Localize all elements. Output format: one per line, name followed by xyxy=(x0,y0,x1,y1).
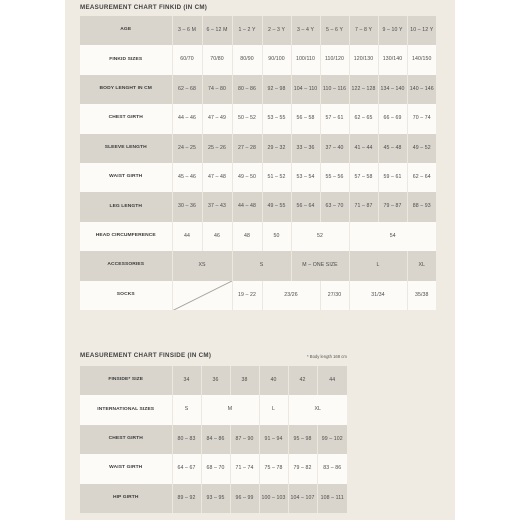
finkid-cell: 104 – 110 xyxy=(291,75,320,104)
finside-cell: 44 xyxy=(317,366,347,395)
finkid-cell: 23/26 xyxy=(262,281,320,310)
finkid-row xyxy=(80,16,436,45)
finside-cell: M xyxy=(201,395,259,424)
finside-cell: 34 xyxy=(172,366,201,395)
finside-cell: 108 – 111 xyxy=(317,484,347,513)
finkid-cell: 54 xyxy=(349,222,436,251)
finkid-cell: 52 xyxy=(291,222,349,251)
finside-cell: 64 – 67 xyxy=(172,454,201,483)
finkid-cell: 63 – 70 xyxy=(320,192,349,221)
finkid-cell: 30 – 36 xyxy=(172,192,202,221)
finside-row-label: FINSIDE* SIZE xyxy=(80,366,172,395)
finkid-row-label: CHEST GIRTH xyxy=(80,104,172,133)
finside-cell: L xyxy=(259,395,288,424)
finkid-cell: 57 – 61 xyxy=(320,104,349,133)
finkid-cell: 134 – 140 xyxy=(378,75,407,104)
finkid-row xyxy=(80,281,436,310)
finkid-cell: 122 – 128 xyxy=(349,75,378,104)
finside-row-label: HIP GIRTH xyxy=(80,484,172,513)
finside-cell: 95 – 98 xyxy=(288,425,317,454)
finside-row xyxy=(80,366,347,395)
finkid-cell: 19 – 22 xyxy=(232,281,262,310)
finside-cell: XL xyxy=(288,395,347,424)
finkid-cell: 45 – 46 xyxy=(172,163,202,192)
finkid-cell: 56 – 64 xyxy=(291,192,320,221)
finside-cell: 104 – 107 xyxy=(288,484,317,513)
finkid-cell: 10 – 12 Y xyxy=(407,16,436,45)
finkid-cell: 71 – 87 xyxy=(349,192,378,221)
finkid-cell: 45 – 48 xyxy=(378,134,407,163)
finkid-cell: 49 – 50 xyxy=(232,163,262,192)
finkid-cell: 46 xyxy=(202,222,232,251)
finkid-row-label: LEG LENGTH xyxy=(80,192,172,221)
finside-cell: S xyxy=(172,395,201,424)
finkid-cell: 120/130 xyxy=(349,45,378,74)
finside-chart-title: MEASUREMENT CHART FINSIDE (IN CM) xyxy=(80,352,212,359)
finkid-row xyxy=(80,45,436,74)
finside-cell: 80 – 83 xyxy=(172,425,201,454)
finkid-cell: L xyxy=(349,251,407,280)
finkid-cell: 62 – 64 xyxy=(407,163,436,192)
finside-row-label: WAIST GIRTH xyxy=(80,454,172,483)
finkid-measurement-table xyxy=(80,16,436,310)
finside-body-length-note: * Body length 168 cm xyxy=(307,354,347,359)
finkid-row-label: HEAD CIRCUMFERENCE xyxy=(80,222,172,251)
finkid-cell: 100/110 xyxy=(291,45,320,74)
finkid-cell: 57 – 58 xyxy=(349,163,378,192)
finkid-cell: 110 – 116 xyxy=(320,75,349,104)
finside-cell: 84 – 86 xyxy=(201,425,230,454)
finside-cell: 71 – 74 xyxy=(230,454,259,483)
finkid-row-label: SOCKS xyxy=(80,281,172,310)
finkid-row xyxy=(80,75,436,104)
finkid-cell: 62 – 65 xyxy=(349,104,378,133)
finside-cell: 40 xyxy=(259,366,288,395)
finkid-cell: 31/34 xyxy=(349,281,407,310)
finside-cell: 68 – 70 xyxy=(201,454,230,483)
finside-row xyxy=(80,425,347,454)
finkid-cell: 47 – 49 xyxy=(202,104,232,133)
finkid-cell: S xyxy=(232,251,291,280)
diagonal-strike-icon xyxy=(173,281,232,310)
finside-row xyxy=(80,454,347,483)
finkid-cell: 25 – 26 xyxy=(202,134,232,163)
finkid-cell: 110/120 xyxy=(320,45,349,74)
finkid-cell: 62 – 68 xyxy=(172,75,202,104)
finkid-cell: 44 xyxy=(172,222,202,251)
finside-cell: 36 xyxy=(201,366,230,395)
finkid-row-label: AGE xyxy=(80,16,172,45)
finkid-cell: 59 – 61 xyxy=(378,163,407,192)
finkid-cell: 24 – 25 xyxy=(172,134,202,163)
finkid-empty-cell xyxy=(172,281,232,310)
finkid-row xyxy=(80,163,436,192)
finkid-chart-title: MEASUREMENT CHART FINKID (IN CM) xyxy=(80,4,208,11)
finside-cell: 93 – 95 xyxy=(201,484,230,513)
finkid-row xyxy=(80,134,436,163)
finkid-cell: 27 – 28 xyxy=(232,134,262,163)
finkid-cell: 90/100 xyxy=(262,45,291,74)
finkid-cell: 79 – 87 xyxy=(378,192,407,221)
size-chart-page xyxy=(65,0,455,520)
finkid-cell: 49 – 55 xyxy=(262,192,291,221)
finkid-cell: 74 – 80 xyxy=(202,75,232,104)
finkid-cell: M – ONE SIZE xyxy=(291,251,349,280)
finkid-cell: 60/70 xyxy=(172,45,202,74)
finside-row-label: CHEST GIRTH xyxy=(80,425,172,454)
finkid-cell: 27/30 xyxy=(320,281,349,310)
finkid-row xyxy=(80,251,436,280)
finkid-cell: 70 – 74 xyxy=(407,104,436,133)
finkid-cell: 80 – 86 xyxy=(232,75,262,104)
finkid-cell: 29 – 32 xyxy=(262,134,291,163)
finside-cell: 75 – 78 xyxy=(259,454,288,483)
finkid-cell: 44 – 46 xyxy=(172,104,202,133)
finkid-row-label: WAIST GIRTH xyxy=(80,163,172,192)
finside-cell: 96 – 99 xyxy=(230,484,259,513)
finside-measurement-table xyxy=(80,366,347,513)
finkid-cell: 41 – 44 xyxy=(349,134,378,163)
finkid-cell: 37 – 40 xyxy=(320,134,349,163)
finkid-row-label: BODY LENGHT IN CM xyxy=(80,75,172,104)
finkid-cell: XL xyxy=(407,251,436,280)
finside-cell: 42 xyxy=(288,366,317,395)
finkid-cell: 1 – 2 Y xyxy=(232,16,262,45)
finkid-cell: 49 – 52 xyxy=(407,134,436,163)
finside-cell: 91 – 94 xyxy=(259,425,288,454)
finkid-row-label: ACCESSORIES xyxy=(80,251,172,280)
finkid-cell: 50 xyxy=(262,222,291,251)
finside-row xyxy=(80,395,347,424)
finkid-cell: 51 – 52 xyxy=(262,163,291,192)
finkid-cell: 47 – 48 xyxy=(202,163,232,192)
finkid-cell: 70/80 xyxy=(202,45,232,74)
finside-cell: 38 xyxy=(230,366,259,395)
finside-cell: 89 – 92 xyxy=(172,484,201,513)
finside-row xyxy=(80,484,347,513)
finkid-cell: 33 – 36 xyxy=(291,134,320,163)
finkid-row xyxy=(80,104,436,133)
finkid-cell: 6 – 12 M xyxy=(202,16,232,45)
finkid-cell: 140 – 146 xyxy=(407,75,436,104)
finkid-cell: 50 – 52 xyxy=(232,104,262,133)
finside-cell: 83 – 86 xyxy=(317,454,347,483)
finkid-cell: 2 – 3 Y xyxy=(262,16,291,45)
finkid-cell: 80/90 xyxy=(232,45,262,74)
finkid-cell: 3 – 4 Y xyxy=(291,16,320,45)
finkid-cell: 140/150 xyxy=(407,45,436,74)
finkid-row-label: FINKID SIZES xyxy=(80,45,172,74)
finkid-row-label: SLEEVE LENGTH xyxy=(80,134,172,163)
finkid-cell: 130/140 xyxy=(378,45,407,74)
finkid-cell: 56 – 58 xyxy=(291,104,320,133)
finside-cell: 99 – 102 xyxy=(317,425,347,454)
finside-cell: 100 – 103 xyxy=(259,484,288,513)
finkid-cell: 44 – 48 xyxy=(232,192,262,221)
finkid-cell: 37 – 43 xyxy=(202,192,232,221)
finkid-cell: 53 – 54 xyxy=(291,163,320,192)
finkid-cell: 9 – 10 Y xyxy=(378,16,407,45)
finkid-cell: XS xyxy=(172,251,232,280)
finkid-cell: 3 – 6 M xyxy=(172,16,202,45)
finside-row-label: INTERNATIONAL SIZES xyxy=(80,395,172,424)
finkid-cell: 66 – 69 xyxy=(378,104,407,133)
finside-cell: 79 – 82 xyxy=(288,454,317,483)
finkid-cell: 92 – 98 xyxy=(262,75,291,104)
finside-cell: 87 – 90 xyxy=(230,425,259,454)
finkid-row xyxy=(80,222,436,251)
finkid-cell: 7 – 8 Y xyxy=(349,16,378,45)
finkid-row xyxy=(80,192,436,221)
finkid-cell: 55 – 56 xyxy=(320,163,349,192)
finkid-cell: 5 – 6 Y xyxy=(320,16,349,45)
finkid-cell: 48 xyxy=(232,222,262,251)
finkid-cell: 88 – 93 xyxy=(407,192,436,221)
finkid-cell: 53 – 55 xyxy=(262,104,291,133)
finkid-cell: 35/38 xyxy=(407,281,436,310)
